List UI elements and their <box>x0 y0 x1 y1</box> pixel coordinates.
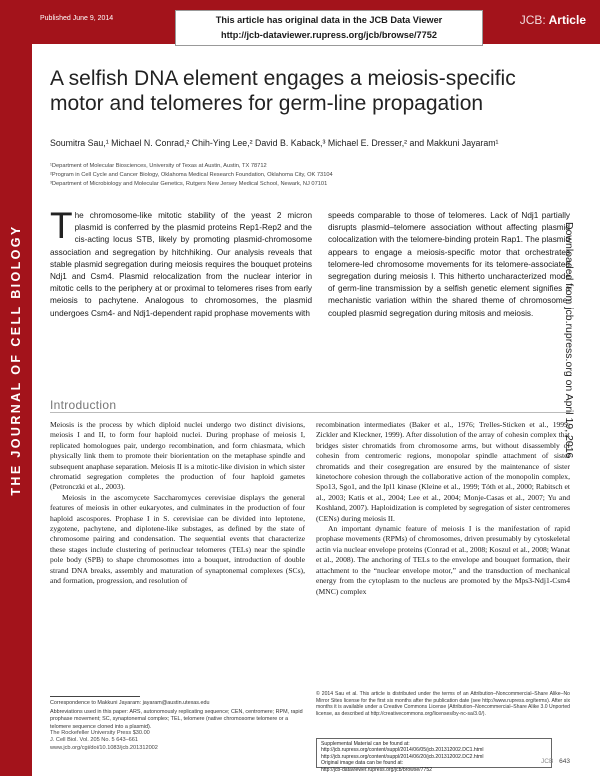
intro-paragraph-4: An important dynamic feature of meiosis I is the manifestation of rapid prophase movements (RPMs) of chromosomes, driven presumably by cytoskeletal actin via nuclear envelope proteins (Conrad et al., 2008; Koszul et al., 2008; Wanat et al., 2008). The anchoring of TELs to the envelope and bouquet formation, their attachment to the “nuclear envelope motor,” and the transduction of mechanical energy from the cytoplasm to the nucleus are promoted by the Mps3-Ndj1-Csm4 (MNC) complex <box>316 524 570 596</box>
abstract-drop-cap: T <box>50 205 73 246</box>
body-right-column <box>316 420 570 597</box>
abstract-left-text: he chromosome-like mitotic stability of the yeast 2 micron plasmid is conferred by the plasmid proteins Rep1-Rep2 and the cis-acting locus STB, likely by promoting plasmid-chromosome association and segregation by hitchhiking. Our analysis reveals that stable plasmid segregation during meiosis requires the bouquet proteins Ndj1 and Csm4. Plasmid relocalization from the nuclear interior in mitotic cells to the periphery at or proximal to telomeres rises from early meiosis to pachytene. Analogous to chromosomes, the plasmid undergoes Csm4- and Ndj1-dependent rapid prophase movements with <box>50 211 312 318</box>
correspondence-note: Correspondence to Makkuni Jayaram: jayaram@austin.utexas.edu <box>50 700 210 706</box>
affiliation-1: ¹Department of Molecular Biosciences, University of Texas at Austin, Austin, TX 78712 <box>50 163 267 169</box>
article-title <box>50 66 570 116</box>
article-type: Article <box>548 13 586 27</box>
abstract-right-column: speeds comparable to those of telomeres. Lack of Ndj1 partially disrupts plasmid–telomere association without affecting plasmid colocalization with the telomere-binding protein Rap1. The plasmid appears to engage a meiosis-specific motor that orchestrates telomere-led chromosome movements for its telomere-associated segregation during meiosis I. This hitherto uncharacterized mode of germ-line transmission by a selfish genetic element signifies a mechanistic variation within the shared theme of chromosome-coupled plasmid segregation during mitosis and meiosis. <box>328 211 570 318</box>
original-data-heading: Original image data can be found at: <box>321 760 404 767</box>
publisher-info <box>50 730 250 752</box>
journal-abbrev: JCB: <box>519 13 546 27</box>
supplemental-material-box <box>316 738 552 773</box>
journal-name-vertical: THE JOURNAL OF CELL BIOLOGY <box>9 224 23 496</box>
affiliation-3: ³Department of Microbiology and Molecular Genetics, Rutgers New Jersey Medical School, Newark, NJ 07101 <box>50 181 328 187</box>
published-date: Published June 9, 2014 <box>40 15 114 22</box>
publisher-line1: The Rockefeller University Press $30.00 <box>50 730 150 736</box>
abstract-left-column <box>50 205 312 320</box>
journal-side-band <box>0 0 32 776</box>
page-number: 643 <box>559 758 570 765</box>
supp-link-2[interactable]: http://jcb.rupress.org/content/suppl/2014/06/20/jcb.201312002.DC2.html <box>321 753 484 760</box>
title-line1: A selfish DNA element engages a meiosis-specific <box>50 67 516 90</box>
banner-link[interactable]: http://jcb-dataviewer.rupress.org/jcb/browse/7752 <box>221 30 437 40</box>
abbreviations-note: Abbreviations used in this paper: ARS, autonomously replicating sequence; CEN, centromere; RPM, rapid prophase movement; SC, synaptonemal complex; TEL, telomere (native chromosome telomere or a telomere sequence cloned into a plasmid). <box>50 709 303 730</box>
section-divider <box>50 412 570 413</box>
footnote-divider <box>50 696 140 697</box>
supp-link-1[interactable]: http://jcb.rupress.org/content/suppl/2014/06/05/jcb.201312002.DC1.html <box>321 747 484 754</box>
copyright-notice: © 2014 Sau et al. This article is distributed under the terms of an Attribution–Noncommercial–Share Alike–No Mirror Sites license for the first six months after the publication date (see http://www.rupress.org/terms). After six months it is available under a Creative Commons License (Attribution–Noncommercial–Share Alike 3.0 Unported license, as described at http://creativecommons.org/licenses/by-nc-sa/3.0/). <box>316 691 570 718</box>
page-footer <box>541 758 570 765</box>
footer-journal: JCB <box>541 758 554 765</box>
doi-link[interactable]: www.jcb.org/cgi/doi/10.1083/jcb.201312002 <box>50 744 158 751</box>
data-viewer-banner[interactable] <box>175 10 483 46</box>
body-left-column <box>50 420 305 587</box>
original-data-link[interactable]: http://jcb-dataviewer.rupress.org/jcb/browse/7752 <box>321 766 432 773</box>
supp-heading: Supplemental Material can be found at: <box>321 741 410 747</box>
intro-paragraph-2: Meiosis in the ascomycete Saccharomyces cerevisiae displays the general features of meiosis in other eukaryotes, and culminates in the production of four haploid ascospores. Prophase I in S. cerevisiae can be divided into leptotene, zygotene, pachytene, and diplotene-like substages, as defined by the state of chromosome pairing and condensation. The sequential events that characterize these stages include clustering of perinuclear telomeres (TELs) near the spindle pole body (SPB) to shape chromosomes into a bouquet, introduction of double strand DNA breaks, assembly and maturation of synaptonemal complexes (SCs), and formation, progression, and resolution of <box>50 492 305 586</box>
section-heading-introduction: Introduction <box>50 398 117 412</box>
banner-line1: This article has original data in the JCB Data Viewer <box>215 15 443 25</box>
article-type-label <box>520 13 586 27</box>
publisher-line2: J. Cell Biol. Vol. 205 No. 5 643–661 <box>50 737 139 744</box>
affiliation-2: ²Program in Cell Cycle and Cancer Biology, Oklahoma Medical Research Foundation, Oklahoma City, OK 73104 <box>50 172 333 178</box>
download-notice: Downloaded from jcb.rupress.org on April 19, 2016 <box>563 222 575 459</box>
intro-paragraph-1: Meiosis is the process by which diploid nuclei undergo two distinct divisions, meiosis I and II, to form four haploid nuclei. During prophase of meiosis I, replicated homologues pair, undergo recombination, and form chiasmata, which physically link them to promote their biorientation on the metaphase spindle and subsequent anaphase separation. Meiosis II is a mitotic-like division in which sister chromatid segregation completes the production of four haploid gametes (Petronczki et al., 2003). <box>50 420 305 492</box>
intro-paragraph-3: recombination intermediates (Baker et al., 1976; Trelles-Sticken et al., 1999; Zickler and Kleckner, 1999). After dissolution of the array of cohesin complex that bridges sister chromatids from chromosome arms, but without disassembly of cohesin from centromeric regions, monopolar spindle attachment of sister chromatids and their cosegregation are ensured by the maintenance of sister kinetochore cohesion through the collaborative action of the monopolin complex, Spo13, Sgo1, and the Ipl1 kinase (Kleine et al., 1999; Tóth et al., 2000; Rabitsch et al., 2003; Katis et al., 2004; Lee et al., 2004; Monje-Casas et al., 2007; Yu and Koshland, 2007). Haploidization is completed by segregation of sister centromeres (CENs) during meiosis II. <box>316 420 570 523</box>
author-list: Soumitra Sau,¹ Michael N. Conrad,² Chih-Ying Lee,² David B. Kaback,³ Michael E. Dresser,² and Makkuni Jayaram¹ <box>50 138 499 148</box>
title-line2: motor and telomeres for germ-line propagation <box>50 92 484 115</box>
